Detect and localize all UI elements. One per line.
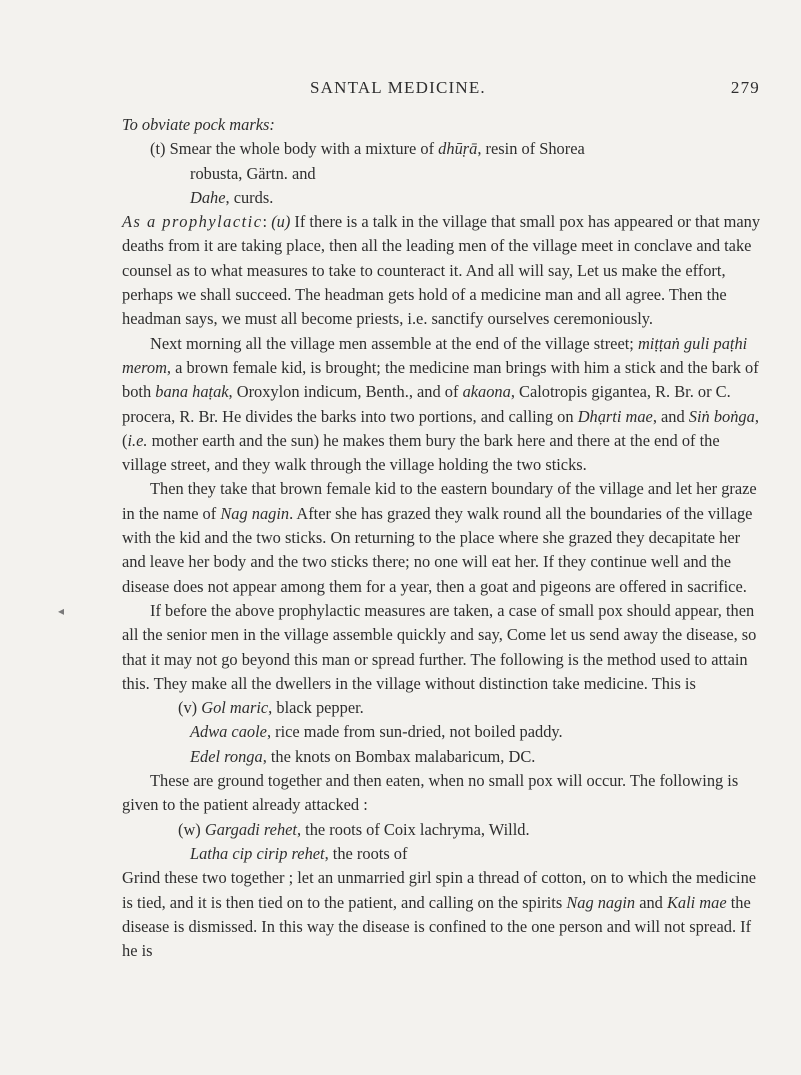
paragraph-if-before: If before the above prophylactic measures are taken, a case of small pox should appear, then all the senior men in the village assemble quickly and say, Come let us send away the disease, so that it may not go beyond this man or spread further. The following is the method used to attain this. They make all the dwellers in the village without distinction take medicine. This is: [122, 600, 757, 693]
recipe-w-text-2: , the roots of: [324, 843, 408, 863]
recipe-v-text-1: , black pepper.: [268, 698, 364, 718]
paragraph-prophylactic: [122, 210, 762, 331]
running-head: [120, 78, 760, 102]
recipe-w: [122, 818, 762, 842]
recipe-dahe: [122, 186, 762, 210]
term-dharti-mae: Dhạrti mae: [577, 406, 653, 426]
p2-text-b: , a brown female kid, is brought; the medicine man brings with him a stick and the bark of both: [122, 357, 759, 402]
term-gol-maric: Gol maric: [201, 698, 269, 718]
p2-text-g: mother earth and the sun) he makes them bury the bark here and there at the end of the village street, and they walk through the village holding the two sticks.: [122, 430, 720, 475]
recipe-v-text-3: , the knots on Bombax malabaricum, DC.: [262, 746, 536, 766]
recipe-v-text-2: , rice made from sun-dried, not boiled paddy.: [266, 722, 563, 742]
term-bana-hatak: bana haṭak: [155, 382, 229, 402]
term-adwa-caole: Adwa caole: [190, 722, 267, 742]
term-latha-cip: Latha cip cirip rehet: [190, 843, 325, 863]
p3-text-a: Then they take that brown female kid to the eastern boundary of the village and let her graze in the name of: [122, 479, 757, 523]
term-gargadi-rehet: Gargadi rehet: [204, 819, 297, 839]
paragraph-ground-together: These are ground together and then eaten, when no small pox will occur. The following is given to the patient already attacked :: [122, 771, 739, 815]
chapter-title: SANTAL MEDICINE.: [310, 78, 486, 97]
term-nag-nagin-2: Nag nagin: [566, 892, 636, 912]
page-number: 279: [730, 78, 760, 97]
term-dahe: Dahe: [190, 187, 226, 207]
recipe-v-adwa: [122, 720, 762, 744]
p6-text-b: and: [639, 892, 663, 912]
p2-text-e: , and: [652, 406, 685, 426]
p6-text-a: Grind these two together ; let an unmarried girl spin a thread of cotton, on to which the medicine is tied, and it is then tied on to the patient, and calling on the spirits: [122, 868, 757, 912]
recipe-dahe-text: , curds.: [225, 187, 274, 207]
section-heading-pock-marks: To obviate pock marks:: [122, 115, 275, 134]
recipe-t-text-2: , resin of Shorea: [477, 139, 585, 159]
recipe-v-edel: [122, 745, 762, 769]
recipe-v: [122, 696, 762, 720]
p2-text-d: , Calotropis gigantea, R. Br. or C. procera, R. Br. He divides the barks into two portions, and calling on: [122, 382, 731, 426]
p2-text-c: , Oroxylon indicum, Benth., and of: [228, 382, 459, 402]
paragraph-prophylactic-text: If there is a talk in the village that small pox has appeared or that many deaths from it are taking place, then all the leading men of the village meet in conclave and take counsel as to what measures to take to counteract it. And all will say, Let us make the effort, perhaps we shall succeed. The headman gets hold of a medicine man and all agree. Then the headman says, we must all become priests, i.e. sanctify ourselves ceremoniously.: [122, 212, 761, 329]
p2-text-a: Next morning all the village men assemble at the end of the village street;: [150, 333, 634, 353]
paragraph-brown-kid: [122, 477, 762, 598]
term-akaona: akaona: [462, 382, 511, 402]
recipe-v-number: (v): [178, 698, 198, 718]
paragraph-grind: [122, 866, 762, 963]
recipe-t-number: (t): [150, 139, 166, 159]
term-dhura: dhūṛā: [438, 139, 478, 159]
recipe-w-text-1: , the roots of Coix lachryma, Willd.: [296, 819, 530, 839]
term-edel-ronga: Edel ronga: [190, 746, 263, 766]
term-kali-mae: Kali mae: [666, 892, 727, 912]
p2-text-f: , (: [122, 406, 759, 450]
margin-mark: ◂: [58, 604, 65, 618]
recipe-w-number: (w): [178, 819, 201, 839]
recipe-t-text: Smear the whole body with a mixture of: [169, 139, 435, 159]
paragraph-next-morning: [122, 332, 762, 478]
recipe-u-number: (u): [271, 212, 291, 232]
heading-colon: :: [262, 212, 268, 232]
p6-text-c: the disease is dismissed. In this way the disease is confined to the one person and will not spread. If he is: [122, 892, 752, 961]
term-mittan-guli: miṭṭaṅ guli paṭhi merom: [122, 333, 748, 377]
term-sin-bonga: Siṅ boṅga: [688, 406, 755, 426]
section-heading-prophylactic: As a prophylactic: [122, 212, 263, 232]
body-text: [122, 113, 762, 963]
term-ie: i.e.: [127, 430, 148, 450]
p3-text-b: . After she has grazed they walk round all the boundaries of the village with the kid and the two sticks. On returning to the place where she grazed they decapitate her and leave her body and the two sticks there; no one will eat her. If they continue well and the disease does not appear among them for a year, then a goat and pigeons are offered in sacrifice.: [122, 503, 753, 596]
recipe-w-latha: [122, 842, 762, 866]
term-nag-nagin: Nag nagin: [220, 503, 290, 523]
recipe-t: [122, 137, 762, 161]
recipe-t-continued: robusta, Gärtn. and: [190, 163, 316, 183]
